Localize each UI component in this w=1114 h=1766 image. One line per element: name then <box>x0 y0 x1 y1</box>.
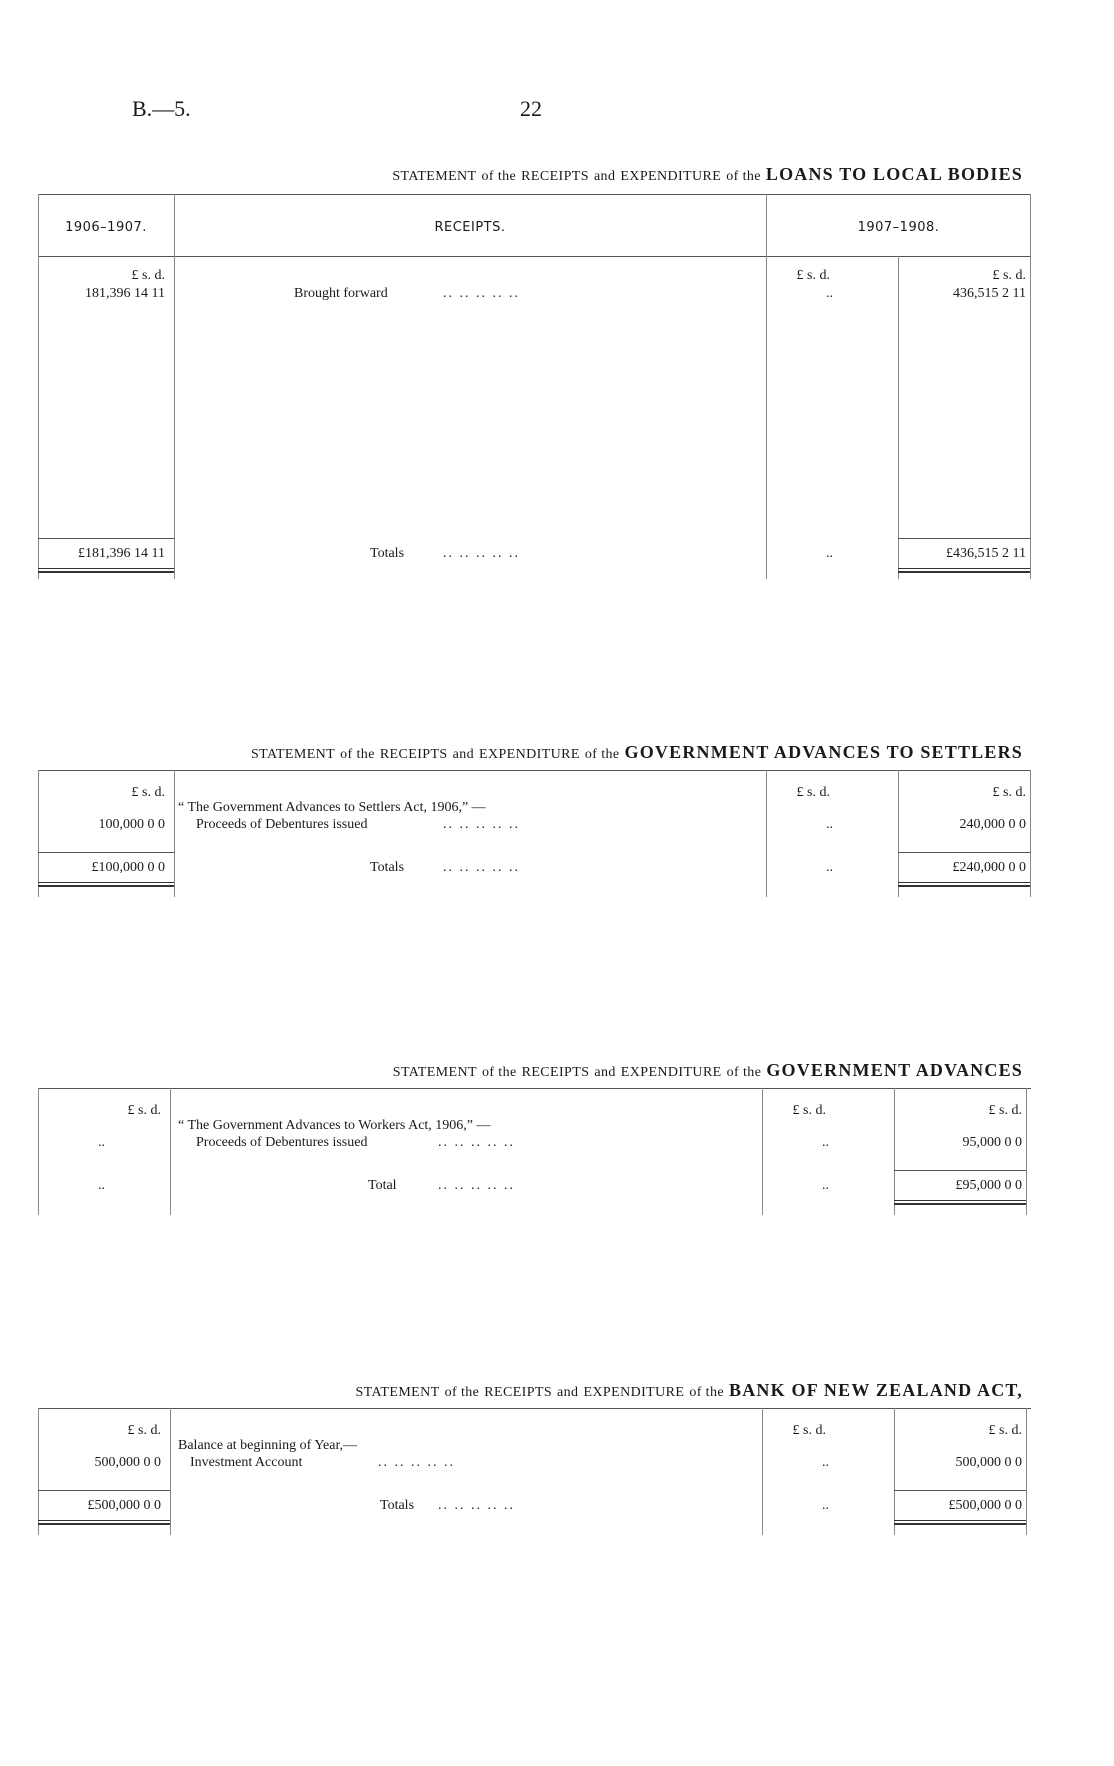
leader-dots: .. .. .. .. .. <box>443 546 520 561</box>
column-rule <box>1026 1088 1027 1215</box>
table-top-rule <box>38 194 1031 195</box>
column-rule <box>894 1088 895 1215</box>
amount-1907-1908: 240,000 0 0 <box>959 817 1026 832</box>
statement-table-government-advances <box>38 1088 1031 1215</box>
subtotal-rule <box>898 852 1030 853</box>
currency-heading: £ s. d. <box>792 1103 826 1118</box>
subtotal-rule <box>38 852 174 853</box>
row-label-brought-forward: Brought forward <box>294 286 388 301</box>
empty-cell-dots: .. <box>98 1135 105 1150</box>
currency-heading: £ s. d. <box>988 1423 1022 1438</box>
empty-cell-dots: .. <box>826 546 833 561</box>
row-label-investment-account: Investment Account <box>190 1455 303 1470</box>
row-label-totals: Totals <box>370 860 405 875</box>
currency-heading: £ s. d. <box>796 785 830 800</box>
currency-heading: £ s. d. <box>796 268 830 283</box>
amount-1907-1908: 500,000 0 0 <box>955 1455 1022 1470</box>
total-1906-1907: £500,000 0 0 <box>87 1498 161 1513</box>
statement-table-government-advances-to-settlers <box>38 770 1031 897</box>
statement-heading-bank-of-new-zealand-act: STATEMENT of the RECEIPTS and EXPENDITURE of the BANK OF NEW ZEALAND ACT, <box>355 1380 1023 1400</box>
leader-dots: .. .. .. .. .. <box>438 1498 515 1513</box>
currency-heading: £ s. d. <box>992 785 1026 800</box>
leader-dots: .. .. .. .. .. <box>443 860 520 875</box>
table-top-rule <box>38 770 1031 771</box>
column-rule <box>894 1408 895 1535</box>
statement-table-loans-to-local-bodies <box>38 194 1031 579</box>
column-rule <box>170 1408 171 1535</box>
column-header-1906-1907: 1906–1907. <box>65 220 147 235</box>
amount-1907-1908: 436,515 2 11 <box>953 286 1026 301</box>
table-top-rule <box>38 1088 1031 1089</box>
leader-dots: .. .. .. .. .. <box>438 1135 515 1150</box>
column-rule <box>38 1088 39 1215</box>
double-rule <box>898 882 1030 887</box>
currency-heading: £ s. d. <box>988 1103 1022 1118</box>
statement-table-bank-of-new-zealand-act <box>38 1408 1031 1535</box>
empty-cell-dots: .. <box>822 1455 829 1470</box>
total-1906-1907: £100,000 0 0 <box>91 860 165 875</box>
empty-cell-dots: .. <box>98 1178 105 1193</box>
column-rule <box>1030 770 1031 897</box>
amount-1906-1907: 181,396 14 11 <box>85 286 165 301</box>
currency-heading: £ s. d. <box>131 268 165 283</box>
leader-dots: .. .. .. .. .. <box>438 1178 515 1193</box>
column-rule <box>898 256 899 579</box>
column-rule <box>766 194 767 579</box>
statement-heading-loans-to-local-bodies: STATEMENT of the RECEIPTS and EXPENDITURE of the LOANS TO LOCAL BODIES <box>392 164 1023 184</box>
row-label-act-title: “ The Government Advances to Settlers Act, 1906,” — <box>178 800 486 815</box>
leader-dots: .. .. .. .. .. <box>378 1455 455 1470</box>
column-rule <box>1026 1408 1027 1535</box>
empty-cell-dots: .. <box>822 1178 829 1193</box>
subtotal-rule <box>894 1490 1026 1491</box>
table-top-rule <box>38 1408 1031 1409</box>
total-1907-1908: £500,000 0 0 <box>948 1498 1022 1513</box>
row-label-balance-at-beginning-of-year: Balance at beginning of Year,— <box>178 1438 358 1453</box>
statement-heading-government-advances-to-settlers: STATEMENT of the RECEIPTS and EXPENDITURE of the GOVERNMENT ADVANCES TO SETTLERS <box>250 742 1023 762</box>
column-rule <box>38 194 39 579</box>
column-rule <box>762 1408 763 1535</box>
row-label-totals: Totals <box>380 1498 415 1513</box>
double-rule <box>898 568 1030 573</box>
row-label-total: Total <box>368 1178 397 1193</box>
column-rule <box>898 770 899 897</box>
column-rule <box>174 194 175 579</box>
row-label-proceeds-of-debentures: Proceeds of Debentures issued <box>196 817 368 832</box>
document-reference: B.—5. <box>132 96 191 121</box>
row-label-act-title: “ The Government Advances to Workers Act, 1906,” — <box>178 1118 491 1133</box>
column-header-receipts: RECEIPTS. <box>434 220 506 235</box>
currency-heading: £ s. d. <box>992 268 1026 283</box>
amount-1906-1907: 500,000 0 0 <box>94 1455 161 1470</box>
currency-heading: £ s. d. <box>131 785 165 800</box>
total-1907-1908: £436,515 2 11 <box>946 546 1026 561</box>
currency-heading: £ s. d. <box>127 1103 161 1118</box>
header-rule <box>38 256 1031 257</box>
amount-1906-1907: 100,000 0 0 <box>98 817 165 832</box>
leader-dots: .. .. .. .. .. <box>443 817 520 832</box>
page-number: 22 <box>520 96 542 121</box>
row-label-proceeds-of-debentures: Proceeds of Debentures issued <box>196 1135 368 1150</box>
column-rule <box>1030 194 1031 579</box>
subtotal-rule <box>38 538 174 539</box>
double-rule <box>894 1200 1026 1205</box>
subtotal-rule <box>898 538 1030 539</box>
column-rule <box>762 1088 763 1215</box>
amount-1907-1908: 95,000 0 0 <box>962 1135 1022 1150</box>
subtotal-rule <box>38 1490 170 1491</box>
total-1907-1908: £240,000 0 0 <box>952 860 1026 875</box>
column-rule <box>174 770 175 897</box>
double-rule <box>38 568 174 573</box>
total-1906-1907: £181,396 14 11 <box>78 546 165 561</box>
empty-cell-dots: .. <box>822 1498 829 1513</box>
empty-cell-dots: .. <box>822 1135 829 1150</box>
double-rule <box>38 1520 170 1525</box>
statement-heading-government-advances: STATEMENT of the RECEIPTS and EXPENDITURE of the GOVERNMENT ADVANCES <box>392 1060 1023 1080</box>
double-rule <box>894 1520 1026 1525</box>
column-header-1907-1908: 1907–1908. <box>857 220 940 235</box>
currency-heading: £ s. d. <box>127 1423 161 1438</box>
empty-cell-dots: .. <box>826 817 833 832</box>
currency-heading: £ s. d. <box>792 1423 826 1438</box>
row-label-totals: Totals <box>370 546 405 561</box>
subtotal-rule <box>894 1170 1026 1171</box>
leader-dots: .. .. .. .. .. <box>443 286 520 301</box>
empty-cell-dots: .. <box>826 286 833 301</box>
column-rule <box>38 770 39 897</box>
column-rule <box>170 1088 171 1215</box>
double-rule <box>38 882 174 887</box>
total-1907-1908: £95,000 0 0 <box>955 1178 1022 1193</box>
column-rule <box>766 770 767 897</box>
empty-cell-dots: .. <box>826 860 833 875</box>
column-rule <box>38 1408 39 1535</box>
